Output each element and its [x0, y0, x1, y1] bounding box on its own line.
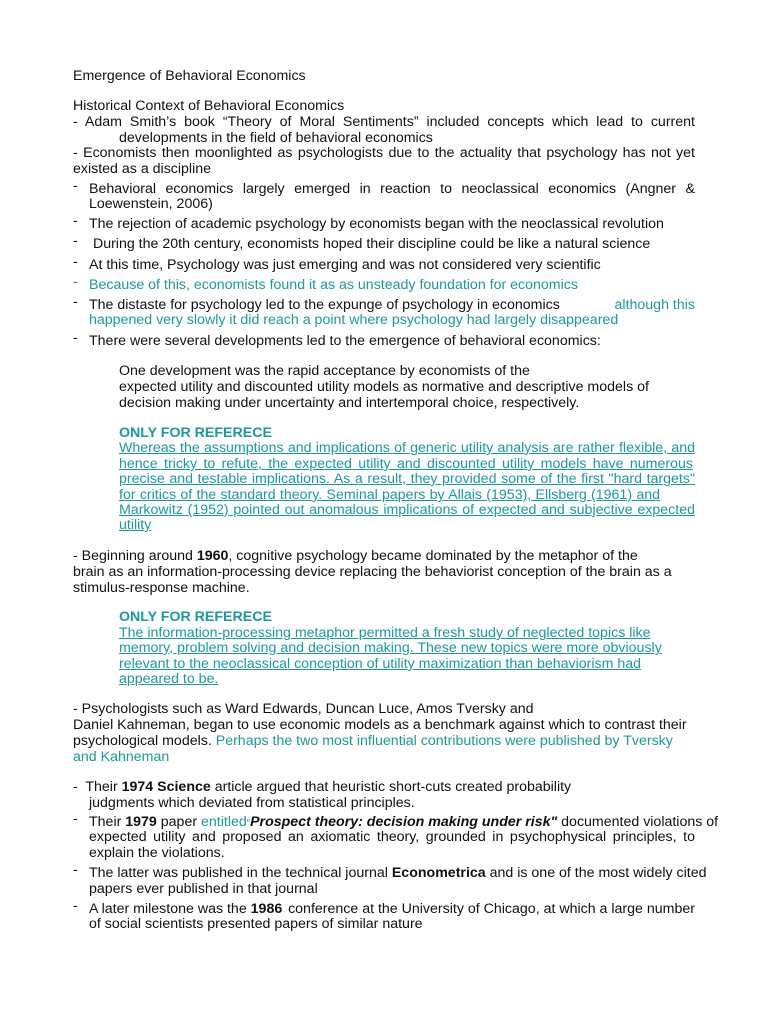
bullet-neoclassical-line2: Loewenstein, 2006) — [89, 196, 213, 212]
bullet-dash: - — [73, 233, 78, 249]
chicago-1986-line2: of social scientists presented papers of similar nature — [89, 916, 423, 932]
bullet-neoclassical-line1: Behavioral economics largely emerged in reaction to neoclassical economics (Angner & — [89, 181, 695, 197]
chicago-year: 1986 — [250, 901, 283, 917]
psychologists-line3 — [73, 733, 673, 749]
econometrica-line1 — [89, 865, 707, 881]
science-suffix: article argued that heuristic short-cuts created probability — [210, 779, 572, 795]
reference2-line: The information-processing metaphor permitted a fresh study of neglected topics like — [119, 625, 651, 641]
bullet-dash: - — [73, 254, 78, 270]
science-bold: 1974 Science — [121, 779, 211, 795]
paragraph-adam-smith-line2: developments in the field of behavioral economics — [119, 130, 433, 146]
reference-label: ONLY FOR REFERECE — [119, 609, 272, 625]
prospect-teal: entitled — [201, 814, 247, 830]
science-prefix: - Their — [73, 779, 122, 795]
page-title: Emergence of Behavioral Economics — [73, 68, 306, 84]
reference1-line: precise and testable implications. As a result, they provided some of the first "hard targets" — [119, 471, 695, 487]
bullet-20th-century: During the 20th century, economists hoped their discipline could be like a natural science — [89, 236, 651, 252]
distaste-teal-text: although this — [614, 297, 695, 313]
prospect-prefix: Their — [89, 814, 126, 830]
reference2-line: memory, problem solving and decision making. These new topics were more obviously — [119, 640, 662, 656]
reference1-line: hence tricky to refute, the expected utility and discounted utility models have numerous — [119, 456, 693, 472]
paragraph-economists-line2: existed as a discipline — [73, 161, 212, 177]
prospect-title: Prospect theory: decision making under risk" — [250, 814, 558, 830]
cognitive-suffix: , cognitive psychology became dominated by the metaphor of the — [228, 548, 638, 564]
bullet-dash: - — [73, 330, 78, 346]
bullet-unsteady-foundation: Because of this, economists found it as as unsteady foundation for economics — [89, 277, 578, 293]
paragraph-economists-line1: - Economists then moonlighted as psychologists due to the actuality that psychology has not yet — [73, 145, 695, 161]
distaste-text: The distaste for psychology led to the expunge of psychology in economics — [89, 297, 564, 313]
bullet-distaste-line1 — [89, 297, 695, 313]
bullet-rejection: The rejection of academic psychology by economists began with the neoclassical revolution — [89, 216, 664, 232]
bullet-dash: - — [73, 862, 78, 878]
psychologists-line4: and Kahneman — [73, 749, 170, 765]
psychologists-line2: Daniel Kahneman, began to use economic models as a benchmark against which to contrast their — [73, 717, 687, 733]
chicago-suffix: conference at the University of Chicago, at which a large number — [284, 901, 695, 917]
cognitive-year: 1960 — [196, 548, 229, 564]
reference1-line: for critics of the standard theory. Seminal papers by Allais (1953), Ellsberg (1961) and — [119, 487, 660, 503]
chicago-1986-line1 — [89, 901, 695, 917]
bullet-dash: - — [73, 811, 78, 827]
section-heading: Historical Context of Behavioral Economics — [73, 98, 345, 114]
bullet-dash: - — [73, 178, 78, 194]
reference1-line: Whereas the assumptions and implications of generic utility analysis are rather flexible, and — [119, 440, 695, 456]
bullet-dash: - — [73, 898, 78, 914]
prospect-year: 1979 — [125, 814, 157, 830]
cognitive-line2: brain as an information-processing device replacing the behaviorist conception of the brain as a — [73, 564, 672, 580]
reference2-line: appeared to be. — [119, 671, 219, 687]
cognitive-line3: stimulus-response machine. — [73, 580, 250, 596]
development-line2: expected utility and discounted utility models as normative and descriptive models of — [119, 379, 649, 395]
bullet-dash: - — [73, 213, 78, 229]
chicago-prefix: A later milestone was the — [89, 901, 251, 917]
psychologists-line1: - Psychologists such as Ward Edwards, Duncan Luce, Amos Tversky and — [73, 701, 534, 717]
bullet-psychology-emerging: At this time, Psychology was just emerging and was not considered very scientific — [89, 257, 601, 273]
prospect-quote: “ — [246, 818, 251, 829]
reference-label: ONLY FOR REFERECE — [119, 425, 272, 441]
cognitive-line1 — [73, 548, 638, 564]
reference2-line: relevant to the neoclassical conception of utility maximization than behaviorism had — [119, 656, 642, 672]
econometrica-bold: Econometrica — [391, 865, 486, 881]
prospect-suffix: documented violations of — [557, 814, 719, 830]
development-line1: One development was the rapid acceptance by economists of the — [119, 363, 530, 379]
prospect-mid: paper — [156, 814, 201, 830]
bullet-distaste-line2: happened very slowly it did reach a point where psychology had largely disappeared — [89, 312, 619, 328]
cognitive-prefix: - Beginning around — [73, 548, 197, 564]
bullet-dash: - — [73, 294, 78, 310]
prospect-theory-line3: explain the violations. — [89, 845, 225, 861]
chicago-group — [89, 901, 282, 917]
psychologists-text: psychological models. — [73, 733, 216, 749]
prospect-theory-line2: expected utility and proposed an axiomatic theory, grounded in psychophysical principles, to — [89, 829, 695, 845]
econometrica-prefix: The latter was published in the technical journal — [89, 865, 392, 881]
econometrica-suffix: and is one of the most widely cited — [485, 865, 707, 881]
paragraph-adam-smith-line1: - Adam Smith’s book “Theory of Moral Sentiments” included concepts which lead to current — [73, 114, 695, 130]
bullet-dash: - — [73, 274, 78, 290]
development-line3: decision making under uncertainty and intertemporal choice, respectively. — [119, 395, 580, 411]
science-1974-line2: judgments which deviated from statistical principles. — [89, 795, 415, 811]
bullet-several-developments: There were several developments led to the emergence of behavioral economics: — [89, 333, 601, 349]
econometrica-line2: papers ever published in that journal — [89, 881, 318, 897]
science-1974-line1 — [73, 779, 571, 795]
psychologists-teal-text: Perhaps the two most influential contributions were published by Tversky — [215, 733, 673, 749]
reference1-line: utility — [119, 517, 152, 533]
reference1-line: Markowitz (1952) pointed out anomalous implications of expected and subjective expected — [119, 502, 695, 518]
